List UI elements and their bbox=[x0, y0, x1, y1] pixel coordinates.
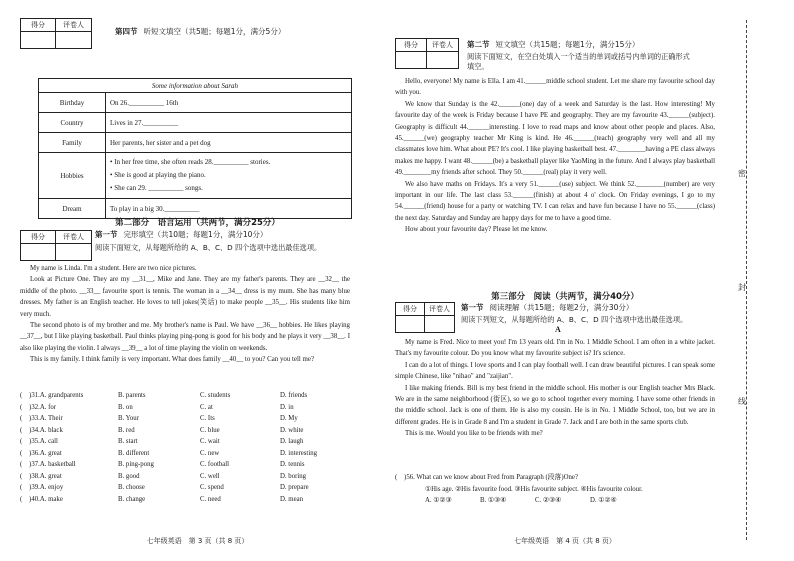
grader-label: 评卷人 bbox=[425, 303, 454, 316]
question-56 bbox=[395, 472, 725, 507]
option-row: ( )34.A. black B. red C. blue D. white bbox=[20, 426, 304, 434]
paragraph: My name is Fred. Nice to meet you! I'm 13 years old. I'm in No. 1 Middle School. I am often in a white jacket. That's my favourite colour. Do you know what my favourite subject is? It's science. bbox=[395, 339, 715, 358]
section4-heading: 第四节 听短文填空（共5题；每题1分，满分5分） bbox=[115, 27, 286, 36]
section3-instruction: 阅读下列短文，从每题所给的 A、B、C、D 四个选项中选出最佳选项。 bbox=[461, 315, 688, 324]
score-label: 得分 bbox=[21, 231, 56, 244]
option-row: ( )36.A. great B. different C. new D. interesting bbox=[20, 449, 317, 457]
table-caption: Some information about Sarah bbox=[39, 79, 352, 93]
page-footer: 七年级英语 第 3 页（共 8 页） bbox=[146, 537, 249, 545]
score-box-3 bbox=[395, 38, 459, 69]
option-row: ( )39.A. enjoy B. choose C. spend D. prepare bbox=[20, 484, 309, 491]
cloze-options bbox=[20, 390, 350, 505]
table-label: Country bbox=[39, 113, 106, 133]
left-page bbox=[20, 0, 375, 561]
grader-label: 评卷人 bbox=[56, 19, 91, 32]
table-value: • She can 29. __________ songs. bbox=[110, 184, 203, 192]
option-row: ( )38.A. great B. good C. well D. boring bbox=[20, 472, 307, 480]
question-options bbox=[395, 495, 725, 507]
option-row: ( )37.A. basketball B. ping-pong C. football D. tennis bbox=[20, 461, 305, 468]
section2-heading: 第二节 短文填空（共15题；每题1分，满分15分） bbox=[467, 40, 640, 49]
score-box-1 bbox=[20, 18, 92, 49]
passage-letter: A bbox=[555, 325, 561, 334]
paragraph: This is me. Would you like to be friends with me? bbox=[405, 430, 543, 438]
section1-heading: 第一节 完形填空（共10题；每题1分，满分10分） bbox=[95, 230, 268, 239]
info-table bbox=[38, 78, 352, 219]
option-row: ( )33.A. Their B. Your C. Its D. My bbox=[20, 415, 298, 422]
table-label: Dream bbox=[39, 199, 106, 219]
paragraph: I like making friends. Bill is my best friend in the middle school. His mother is our English teacher Mrs Black. We are in the same neighborhood (街区), so we go to school together every morning. I have some other friends in the middle school. Jack is one of them. He is also my cousin. He is in No. 1 Middle School, too, but we are in different grades. He is in Grade 8 and I'm a student in Grade 7. Jack and I are both in the same sports club. bbox=[395, 384, 715, 426]
seal-char: 封 bbox=[738, 283, 746, 292]
section2-instruction: 阅读下面短文，在空白处填入一个适当的单词或括号内单词的正确形式 填空。 bbox=[467, 52, 690, 71]
table-label: Birthday bbox=[39, 93, 106, 113]
question-items: ①His age. ②His favourite food. ③His favourite subject. ④His favourite colour. bbox=[425, 485, 643, 493]
paragraph: The second photo is of my brother and me. My brother's name is Paul. We have __36__ hobbies. He likes playing __37__, but I like playing basketball. Paul thinks playing ping-pong is good for his body and he plays it very __38__. I also like playing the violin. I always __39__ a lot of time playing the violin on weekends. bbox=[20, 322, 350, 352]
table-value: To play in a big 30.__________ bbox=[106, 199, 352, 219]
reading-passage bbox=[395, 337, 715, 440]
option: A. ①②③ bbox=[425, 497, 452, 504]
paragraph: We also have maths on Fridays. It's a very 51.______(use) subject. We think 52.________(number) are very important in our life. The last class 53.______(finish) at about 4 o' clock. On Friday evenings, I go to my 54.______(friend) house for a party or watching TV. I can relax and have fun because I have no 55.______(class) the next day. Saturday and Sunday are happy days for me to have a good time. bbox=[395, 180, 715, 222]
right-page bbox=[395, 0, 735, 561]
section3-heading: 第一节 阅读理解（共15题；每题2分，满分30分） bbox=[461, 303, 634, 312]
paragraph: This is my family. I think family is very important. What does family __40__ to you? Can you tell me? bbox=[30, 356, 314, 364]
paragraph: Hello, everyone! My name is Ella. I am 41.______middle school student. Let me share my favourite school day with you. bbox=[395, 78, 715, 97]
score-box-4 bbox=[395, 302, 455, 333]
paragraph: My name is Linda. I'm a student. Here are two nice pictures. bbox=[30, 265, 197, 272]
score-box-2 bbox=[20, 230, 92, 261]
seal-char: 线 bbox=[738, 397, 746, 406]
option: B. ①③④ bbox=[480, 497, 507, 504]
table-value: • In her free time, she often reads 28.__________ stories. bbox=[110, 158, 271, 166]
score-label: 得分 bbox=[396, 303, 425, 316]
grader-label: 评卷人 bbox=[427, 39, 458, 52]
grader-label: 评卷人 bbox=[56, 231, 91, 244]
part3-title: 第三部分 阅读（共两节，满分40分） bbox=[491, 292, 639, 302]
table-label: Family bbox=[39, 133, 106, 153]
option-row: ( )35.A. call B. start C. wait D. laugh bbox=[20, 438, 304, 445]
page-footer: 七年级英语 第 4 页（共 8 页） bbox=[514, 537, 616, 545]
option-row: ( )32.A. for B. on C. at D. in bbox=[20, 403, 294, 411]
option-row: ( )31.A. grandparents B. parents C. students D. friends bbox=[20, 392, 308, 399]
paragraph: We know that Sunday is the 42.______(one) day of a week and Saturday is the last. How interesting! My favourite day of the week is Friday because I have PE and geography. They are my favourite 43.______(subject). Geography is difficult 44.______interesting. I love to read maps and know about other people and places. Also, 45.______(we) geography teacher Mr King is kind. He 46.______(teach) geography very well and all my classmates love him. What about PE? It's cool. I like playing basketball best. 47.________having a PE class always makes me happy. I want 48.______(be) a basketball player like YaoMing in the future. And I always play basketball 49.________my friends after school. They 50.______(real) play it very well. bbox=[395, 100, 715, 177]
option-row: ( )40.A. make B. change C. need D. mean bbox=[20, 495, 304, 503]
table-value: Her parents, her sister and a pet dog bbox=[106, 133, 352, 153]
table-label: Hobbies bbox=[39, 153, 106, 199]
table-value: • She is good at playing the piano. bbox=[110, 171, 206, 179]
binding-line bbox=[746, 20, 747, 540]
score-label: 得分 bbox=[396, 39, 427, 52]
fill-passage bbox=[395, 76, 715, 236]
section1-instruction: 阅读下面短文，从每题所给的 A、B、C、D 四个选项中选出最佳选项。 bbox=[95, 243, 322, 252]
table-value: Lives in 27.__________ bbox=[106, 113, 352, 133]
paragraph: I can do a lot of things. I love sports and I can play football well. I can draw beautiful pictures. I can speak some simple Chinese, like "nihao" and "zaijian". bbox=[395, 361, 715, 381]
question-stem: ( )56. What can we know about Fred from Paragraph (段落)One? bbox=[395, 474, 578, 481]
table-value: On 26.__________ 16th bbox=[106, 93, 352, 113]
part2-title: 第二部分 语言运用（共两节，满分25分） bbox=[115, 218, 280, 228]
option: D. ①②④ bbox=[590, 497, 617, 504]
seal-char: 密 bbox=[738, 169, 746, 178]
option: C. ②③④ bbox=[535, 497, 562, 504]
paragraph: How about your favourite day? Please let me know. bbox=[405, 226, 548, 234]
score-label: 得分 bbox=[21, 19, 56, 32]
cloze-passage bbox=[20, 263, 350, 366]
paragraph: Look at Picture One. They are my __31__, Mike and Jane. They are my father's parents. They are __32__ the middle of the photo. __33__ favourite sport is tennis. The woman in a __34__ dress is my mum. She has many blue dresses. My father is an English teacher. He loves to tell jokes(笑话) to make people __35__. His students like him very much. bbox=[20, 276, 350, 318]
